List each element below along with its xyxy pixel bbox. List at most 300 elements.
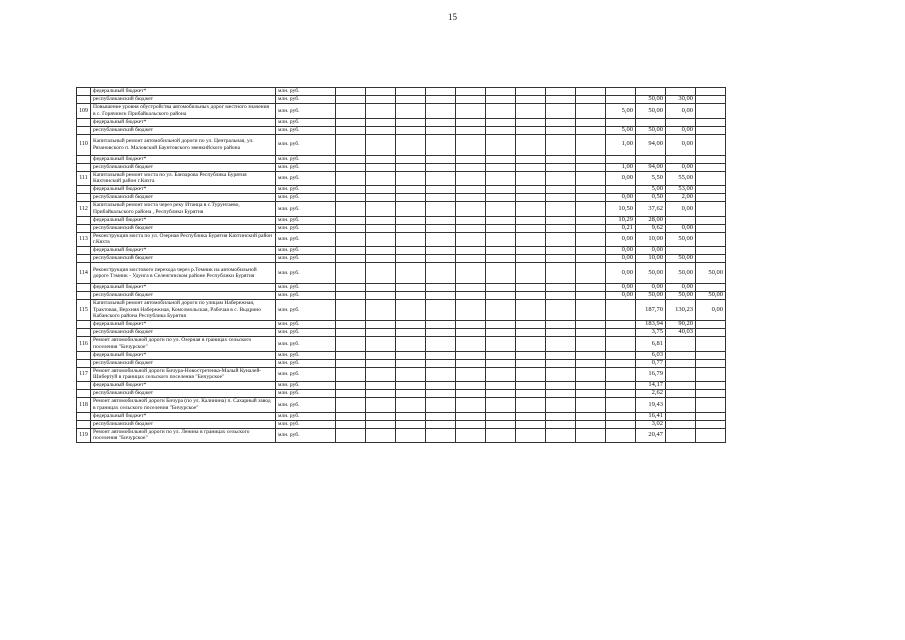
value-cell: 0,00 [606, 171, 636, 186]
empty-cell [426, 202, 456, 217]
row-unit: млн. руб. [276, 224, 336, 232]
value-cell: 5,00 [636, 186, 666, 194]
row-unit: млн. руб. [276, 382, 336, 390]
row-number [77, 329, 91, 337]
value-cell [636, 118, 666, 126]
empty-cell [546, 224, 576, 232]
row-number [77, 420, 91, 428]
value-cell: 50,00 [636, 263, 666, 284]
row-name: республиканский бюджет [91, 329, 276, 337]
value-cell: 0,00 [666, 224, 696, 232]
value-cell [666, 359, 696, 367]
empty-cell [456, 428, 486, 443]
value-cell: 5,50 [636, 171, 666, 186]
empty-cell [486, 255, 516, 263]
table-row [77, 359, 726, 367]
empty-cell [486, 382, 516, 390]
value-cell: 0,00 [666, 134, 696, 155]
value-cell: 0,00 [666, 104, 696, 119]
value-cell [696, 216, 726, 224]
row-unit: млн. руб. [276, 163, 336, 171]
value-cell [696, 104, 726, 119]
empty-cell [516, 382, 546, 390]
table-row [77, 420, 726, 428]
empty-cell [486, 247, 516, 255]
empty-cell [576, 202, 606, 217]
empty-cell [576, 224, 606, 232]
empty-cell [396, 292, 426, 300]
empty-cell [366, 367, 396, 382]
empty-cell [426, 247, 456, 255]
value-cell [696, 255, 726, 263]
empty-cell [426, 224, 456, 232]
empty-cell [456, 321, 486, 329]
empty-cell [426, 96, 456, 104]
value-cell [696, 247, 726, 255]
row-name: Капитальный ремонт автомобильной дороги по ул. Центральная, ул. Рязановского п. Маловский Баунтовского эвенкийского района [91, 134, 276, 155]
table-row [77, 321, 726, 329]
value-cell: 10,50 [606, 202, 636, 217]
empty-cell [486, 118, 516, 126]
value-cell [666, 367, 696, 382]
empty-cell [516, 300, 546, 321]
empty-cell [366, 351, 396, 359]
row-name: Ремонт автомобильной дороги Бичура (по ул. Калинина) п. Сахарный завод в границах сельского поселения "Бичурское" [91, 398, 276, 413]
value-cell: 50,00 [636, 126, 666, 134]
value-cell [666, 428, 696, 443]
value-cell: 5,00 [606, 104, 636, 119]
value-cell [696, 390, 726, 398]
empty-cell [456, 263, 486, 284]
value-cell: 0,00 [606, 247, 636, 255]
empty-cell [336, 202, 366, 217]
empty-cell [336, 263, 366, 284]
empty-cell [366, 420, 396, 428]
value-cell [606, 88, 636, 96]
empty-cell [366, 359, 396, 367]
value-cell: 10,29 [606, 216, 636, 224]
row-name: Реконструкция мостового перехода через р.Темник на автомобильной дороге Тэмник - Удунга в Селенгинском районе Республики Бурятия [91, 263, 276, 284]
row-unit: млн. руб. [276, 104, 336, 119]
table-row [77, 202, 726, 217]
empty-cell [426, 359, 456, 367]
empty-cell [366, 263, 396, 284]
value-cell [696, 202, 726, 217]
value-cell: 0,00 [606, 292, 636, 300]
value-cell: 50,00 [636, 96, 666, 104]
row-number [77, 126, 91, 134]
row-unit: млн. руб. [276, 367, 336, 382]
value-cell [696, 118, 726, 126]
value-cell [606, 300, 636, 321]
table-row [77, 126, 726, 134]
value-cell: 0,00 [666, 126, 696, 134]
empty-cell [336, 351, 366, 359]
empty-cell [486, 359, 516, 367]
empty-cell [456, 88, 486, 96]
empty-cell [546, 202, 576, 217]
empty-cell [336, 329, 366, 337]
empty-cell [516, 263, 546, 284]
value-cell [696, 284, 726, 292]
empty-cell [396, 216, 426, 224]
row-unit: млн. руб. [276, 96, 336, 104]
empty-cell [516, 351, 546, 359]
empty-cell [516, 202, 546, 217]
row-name: федеральный бюджет* [91, 382, 276, 390]
empty-cell [426, 216, 456, 224]
empty-cell [516, 186, 546, 194]
empty-cell [426, 134, 456, 155]
value-cell [666, 398, 696, 413]
table-row [77, 428, 726, 443]
row-unit: млн. руб. [276, 155, 336, 163]
empty-cell [456, 247, 486, 255]
empty-cell [456, 367, 486, 382]
empty-cell [456, 171, 486, 186]
empty-cell [396, 367, 426, 382]
empty-cell [546, 292, 576, 300]
value-cell: 187,70 [636, 300, 666, 321]
empty-cell [426, 420, 456, 428]
row-unit: млн. руб. [276, 186, 336, 194]
row-number: 113 [77, 232, 91, 247]
value-cell [606, 390, 636, 398]
empty-cell [486, 202, 516, 217]
value-cell [696, 337, 726, 352]
row-name: федеральный бюджет* [91, 216, 276, 224]
row-name: республиканский бюджет [91, 163, 276, 171]
empty-cell [396, 382, 426, 390]
value-cell [636, 155, 666, 163]
empty-cell [486, 351, 516, 359]
row-name: республиканский бюджет [91, 96, 276, 104]
table-row [77, 382, 726, 390]
row-number: 111 [77, 171, 91, 186]
empty-cell [546, 194, 576, 202]
empty-cell [486, 329, 516, 337]
empty-cell [486, 390, 516, 398]
empty-cell [516, 359, 546, 367]
empty-cell [576, 96, 606, 104]
row-unit: млн. руб. [276, 126, 336, 134]
empty-cell [486, 104, 516, 119]
empty-cell [576, 300, 606, 321]
empty-cell [576, 255, 606, 263]
empty-cell [576, 216, 606, 224]
table-row [77, 398, 726, 413]
table-row [77, 284, 726, 292]
value-cell [606, 337, 636, 352]
row-unit: млн. руб. [276, 398, 336, 413]
empty-cell [516, 329, 546, 337]
row-name: федеральный бюджет* [91, 412, 276, 420]
budget-table [76, 87, 726, 443]
value-cell: 37,62 [636, 202, 666, 217]
empty-cell [456, 224, 486, 232]
row-number [77, 163, 91, 171]
value-cell: 3,75 [636, 329, 666, 337]
value-cell: 19,43 [636, 398, 666, 413]
empty-cell [366, 186, 396, 194]
empty-cell [456, 255, 486, 263]
empty-cell [456, 216, 486, 224]
value-cell [696, 428, 726, 443]
row-unit: млн. руб. [276, 202, 336, 217]
empty-cell [546, 134, 576, 155]
row-name: федеральный бюджет* [91, 247, 276, 255]
empty-cell [546, 255, 576, 263]
empty-cell [396, 255, 426, 263]
row-name: федеральный бюджет* [91, 321, 276, 329]
empty-cell [396, 163, 426, 171]
value-cell [666, 390, 696, 398]
empty-cell [516, 420, 546, 428]
empty-cell [426, 329, 456, 337]
empty-cell [516, 134, 546, 155]
value-cell [606, 382, 636, 390]
empty-cell [486, 284, 516, 292]
empty-cell [576, 390, 606, 398]
table-row [77, 329, 726, 337]
empty-cell [516, 398, 546, 413]
table-row [77, 367, 726, 382]
empty-cell [516, 126, 546, 134]
row-name: федеральный бюджет* [91, 186, 276, 194]
table-row [77, 232, 726, 247]
table-row [77, 104, 726, 119]
empty-cell [426, 428, 456, 443]
row-number: 118 [77, 398, 91, 413]
value-cell: 0,00 [636, 284, 666, 292]
table-row [77, 247, 726, 255]
empty-cell [546, 382, 576, 390]
empty-cell [576, 247, 606, 255]
empty-cell [576, 337, 606, 352]
table-row [77, 216, 726, 224]
value-cell [696, 186, 726, 194]
value-cell [666, 351, 696, 359]
empty-cell [486, 126, 516, 134]
empty-cell [426, 390, 456, 398]
table-row [77, 224, 726, 232]
empty-cell [426, 126, 456, 134]
value-cell [606, 367, 636, 382]
empty-cell [336, 284, 366, 292]
value-cell [606, 321, 636, 329]
value-cell: 50,00 [666, 255, 696, 263]
empty-cell [396, 88, 426, 96]
row-unit: млн. руб. [276, 247, 336, 255]
value-cell [696, 321, 726, 329]
empty-cell [576, 194, 606, 202]
value-cell [696, 232, 726, 247]
value-cell [666, 155, 696, 163]
empty-cell [486, 292, 516, 300]
empty-cell [336, 367, 366, 382]
empty-cell [486, 428, 516, 443]
empty-cell [546, 163, 576, 171]
table-row [77, 118, 726, 126]
empty-cell [396, 126, 426, 134]
table-row [77, 194, 726, 202]
empty-cell [336, 171, 366, 186]
empty-cell [396, 134, 426, 155]
empty-cell [366, 292, 396, 300]
empty-cell [516, 367, 546, 382]
empty-cell [546, 321, 576, 329]
value-cell [666, 247, 696, 255]
empty-cell [366, 398, 396, 413]
empty-cell [366, 337, 396, 352]
empty-cell [516, 247, 546, 255]
empty-cell [546, 300, 576, 321]
empty-cell [516, 194, 546, 202]
empty-cell [396, 420, 426, 428]
empty-cell [546, 88, 576, 96]
empty-cell [336, 224, 366, 232]
value-cell: 0,00 [606, 255, 636, 263]
empty-cell [336, 88, 366, 96]
empty-cell [456, 398, 486, 413]
value-cell [606, 118, 636, 126]
row-number [77, 96, 91, 104]
empty-cell [576, 329, 606, 337]
empty-cell [546, 186, 576, 194]
empty-cell [366, 390, 396, 398]
empty-cell [336, 104, 366, 119]
value-cell: 50,00 [666, 232, 696, 247]
empty-cell [546, 367, 576, 382]
empty-cell [516, 232, 546, 247]
empty-cell [396, 247, 426, 255]
table-row [77, 412, 726, 420]
empty-cell [456, 155, 486, 163]
empty-cell [516, 224, 546, 232]
row-unit: млн. руб. [276, 351, 336, 359]
row-number [77, 247, 91, 255]
empty-cell [336, 134, 366, 155]
row-number [77, 155, 91, 163]
value-cell: 50,00 [636, 104, 666, 119]
empty-cell [456, 96, 486, 104]
value-cell [666, 412, 696, 420]
row-unit: млн. руб. [276, 412, 336, 420]
empty-cell [576, 292, 606, 300]
value-cell: 50,00 [696, 263, 726, 284]
row-name: Ремонт автомобильной дороги по ул. Озерная в границах сельского поселения "Бичурское" [91, 337, 276, 352]
empty-cell [546, 155, 576, 163]
empty-cell [456, 186, 486, 194]
empty-cell [576, 104, 606, 119]
empty-cell [366, 96, 396, 104]
empty-cell [426, 337, 456, 352]
empty-cell [456, 104, 486, 119]
empty-cell [486, 232, 516, 247]
value-cell [666, 216, 696, 224]
table-row [77, 255, 726, 263]
value-cell [696, 96, 726, 104]
row-name: федеральный бюджет* [91, 155, 276, 163]
empty-cell [516, 104, 546, 119]
value-cell [696, 367, 726, 382]
value-cell: 30,00 [666, 96, 696, 104]
value-cell [666, 88, 696, 96]
empty-cell [486, 398, 516, 413]
row-name: Реконструкция моста по ул. Озерная Республика Бурятия Кяхтинский район г.Кяхта [91, 232, 276, 247]
empty-cell [396, 104, 426, 119]
empty-cell [366, 202, 396, 217]
empty-cell [366, 104, 396, 119]
value-cell: 3,02 [636, 420, 666, 428]
empty-cell [486, 194, 516, 202]
empty-cell [396, 351, 426, 359]
empty-cell [516, 321, 546, 329]
value-cell: 0,50 [636, 194, 666, 202]
empty-cell [336, 96, 366, 104]
empty-cell [546, 96, 576, 104]
empty-cell [336, 232, 366, 247]
empty-cell [396, 359, 426, 367]
empty-cell [396, 224, 426, 232]
empty-cell [396, 284, 426, 292]
empty-cell [396, 118, 426, 126]
empty-cell [576, 232, 606, 247]
empty-cell [456, 412, 486, 420]
value-cell: 0,77 [636, 359, 666, 367]
empty-cell [516, 412, 546, 420]
value-cell [606, 420, 636, 428]
empty-cell [456, 232, 486, 247]
empty-cell [396, 232, 426, 247]
empty-cell [486, 163, 516, 171]
value-cell [606, 329, 636, 337]
value-cell: 10,00 [636, 232, 666, 247]
value-cell [606, 398, 636, 413]
table-body [77, 88, 726, 443]
table-row [77, 337, 726, 352]
empty-cell [396, 202, 426, 217]
empty-cell [456, 337, 486, 352]
empty-cell [366, 216, 396, 224]
empty-cell [366, 126, 396, 134]
empty-cell [336, 420, 366, 428]
empty-cell [426, 300, 456, 321]
empty-cell [426, 412, 456, 420]
row-number [77, 88, 91, 96]
empty-cell [366, 194, 396, 202]
empty-cell [486, 300, 516, 321]
empty-cell [546, 232, 576, 247]
row-number [77, 186, 91, 194]
empty-cell [366, 412, 396, 420]
row-unit: млн. руб. [276, 284, 336, 292]
empty-cell [516, 428, 546, 443]
row-unit: млн. руб. [276, 428, 336, 443]
empty-cell [336, 292, 366, 300]
empty-cell [396, 186, 426, 194]
empty-cell [576, 428, 606, 443]
empty-cell [336, 390, 366, 398]
row-number: 116 [77, 337, 91, 352]
empty-cell [516, 284, 546, 292]
value-cell: 40,03 [666, 329, 696, 337]
empty-cell [426, 398, 456, 413]
table-row [77, 88, 726, 96]
value-cell [696, 420, 726, 428]
empty-cell [396, 171, 426, 186]
row-name: республиканский бюджет [91, 126, 276, 134]
